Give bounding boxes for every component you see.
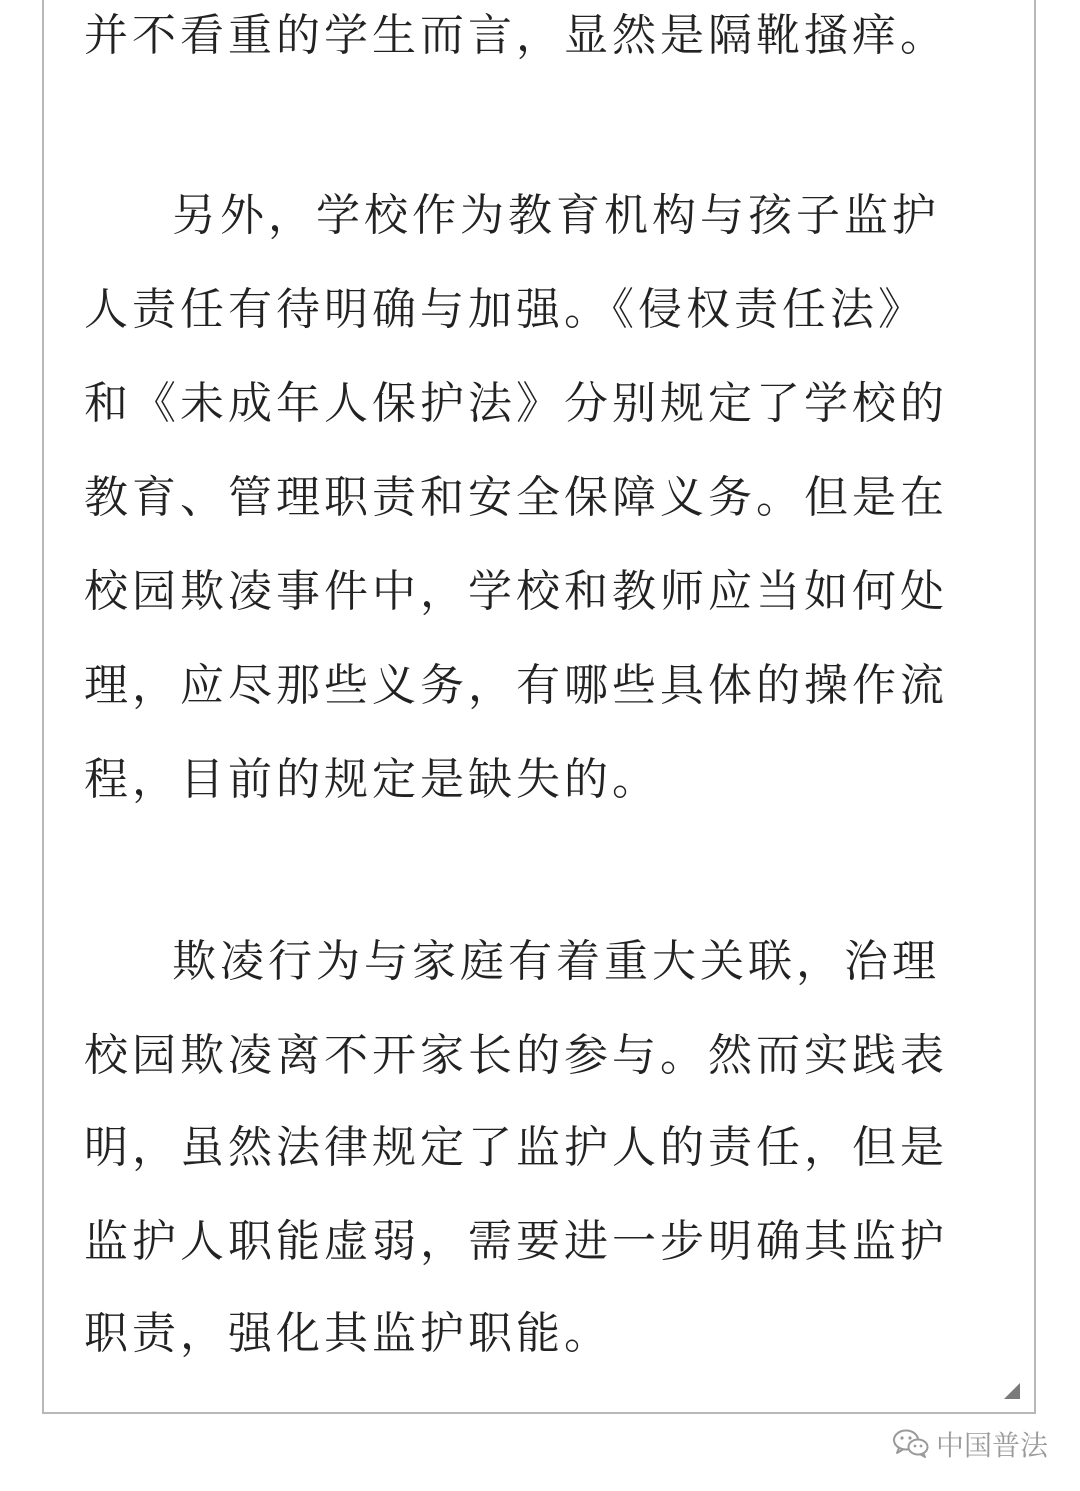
watermark-text: 中国普法 [936, 1429, 1049, 1462]
paragraph-line: 理，应尽那些义务，有哪些具体的操作流 [84, 660, 948, 711]
paragraph-line: 程，目前的规定是缺失的。 [84, 754, 660, 805]
paragraph-line: 教育、管理职责和安全保障义务。但是在 [84, 472, 948, 523]
paragraph-line: 和《未成年人保护法》分别规定了学校的 [84, 378, 948, 429]
resize-grip-icon[interactable] [1004, 1383, 1020, 1399]
paragraph-line: 校园欺凌离不开家长的参与。然而实践表 [84, 1030, 948, 1081]
wechat-icon [892, 1428, 930, 1460]
paragraph-line: 并不看重的学生而言，显然是隔靴搔痒。 [84, 10, 948, 61]
paragraph-line: 监护人职能虚弱，需要进一步明确其监护 [84, 1216, 948, 1267]
paragraph-line: 欺凌行为与家庭有着重大关联，治理 [172, 936, 940, 987]
paragraph-line: 职责，强化其监护职能。 [84, 1308, 612, 1359]
paragraph-line: 另外，学校作为教育机构与孩子监护 [172, 190, 940, 241]
watermark [892, 1424, 1048, 1464]
paragraph-line: 明，虽然法律规定了监护人的责任，但是 [84, 1122, 948, 1173]
paragraph-line: 校园欺凌事件中，学校和教师应当如何处 [84, 566, 948, 617]
paragraph-line: 人责任有待明确与加强。《侵权责任法》 [84, 284, 926, 335]
